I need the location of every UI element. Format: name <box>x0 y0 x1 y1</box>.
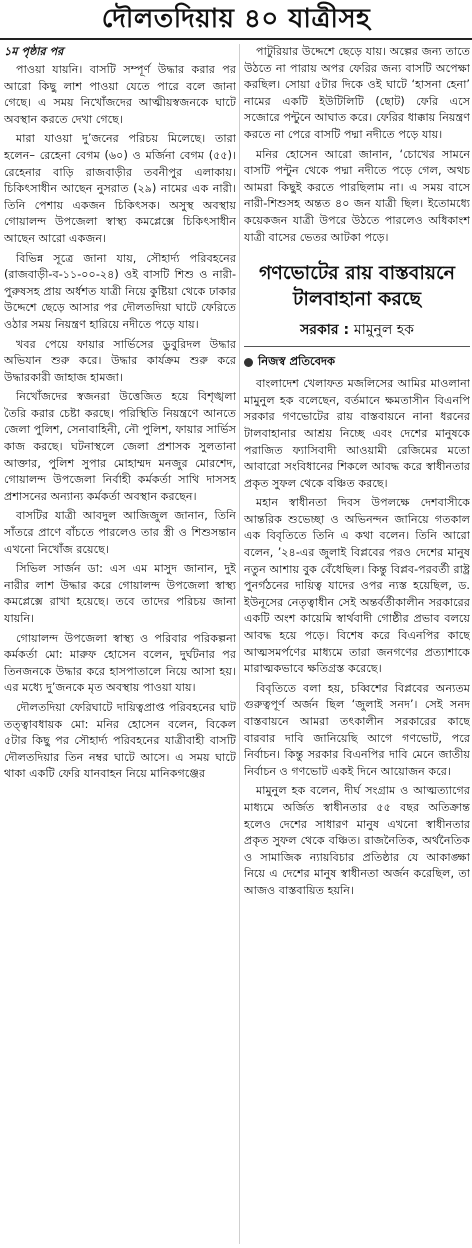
left-column <box>4 44 236 1244</box>
article-paragraph: মামুনুল হক বলেন, দীর্ঘ সংগ্রাম ও আত্মত্যাগের মাধ্যমে অর্জিত স্বাধীনতার ৫৫ বছর অতিক্রান্ত হলেও দেশের সাধারণ মানুষ এখনো স্বাধীনতার প্রকৃত সুফল থেকে বঞ্চিত। রাজনৈতিক, অর্থনৈতিক ও সামাজিক ন্যায়বিচার প্রতিষ্ঠার যে আকাঙ্ক্ষা নিয়ে এ দেশের মানুষ স্বাধীনতা অর্জন করেছিল, তা আজও বাস্তবায়িত হয়নি। <box>244 784 470 897</box>
article-paragraph: খবর পেয়ে ফায়ার সার্ভিসের ডুবুরিদল উদ্ধার অভিযান শুরু করে। উদ্ধার কার্যক্রম শুরু করে উদ্ধারকারী জাহাজ হামজা। <box>4 337 236 384</box>
article-paragraph: গোয়ালন্দ উপজেলা স্বাস্থ্য ও পরিবার পরিকল্পনা কর্মকর্তা মো: মারুফ হোসেন বলেন, দুর্ঘটনার পর তিনজনকে উদ্ধার করে হাসপাতালে নিয়ে আসা হয়। এর মধ্যে দু’জনকে মৃত অবস্থায় পাওয়া যায়। <box>4 631 236 695</box>
article-paragraph: পাওয়া যায়নি। বাসটি সম্পূর্ণ উদ্ধার করার পর আরো কিছু লাশ পাওয়া যেতে পারে বলে জানা গেছে। এ সময় নিখোঁজদের আত্মীয়স্বজনকে ঘাটে অবস্থান করতে দেখা গেছে। <box>4 63 236 126</box>
article-paragraph: বাংলাদেশ খেলাফত মজলিসের আমির মাওলানা মামুনুল হক বলেছেন, বর্তমানে ক্ষমতাসীন বিএনপি সরকার গণভোটের রায় বাস্তবায়নে নানা ধরনের টালবাহানার আশ্রয় নিচ্ছে এবং দেশের মানুষকে পরাজিত ফ্যাসিবাদী আওয়ামী রেজিমের মতো আবারো সংবিধানের শিকলে আবদ্ধ করে স্বাধীনতার প্রকৃত সুফল থেকে বঞ্চিত করছে। <box>244 377 470 490</box>
byline-name: মামুনুল হক <box>353 322 414 339</box>
byline-label: সরকার : <box>300 322 354 339</box>
byline <box>244 318 470 347</box>
bullet-icon <box>244 358 253 367</box>
main-headline: দৌলতদিয়ায় ৪০ যাত্রীসহ <box>0 0 472 40</box>
reporter-line <box>244 353 470 372</box>
article-paragraph: মনির হোসেন আরো জানান, ‘চোখের সামনে বাসটি পন্টুন থেকে পদ্মা নদীতে পড়ে গেল, অথচ আমরা কিছুই করতে পারছিলাম না। এ সময় বাসে নারী-শিশুসহ অন্তত ৪০ জন যাত্রী ছিল। ইতোমধ্যে কয়েকজন যাত্রী উপরে উঠতে পারলেও অধিকাংশ যাত্রী বাসের ভেতর আটকা পড়ে। <box>244 147 470 244</box>
article-paragraph: মহান স্বাধীনতা দিবস উপলক্ষে দেশবাসীকে আন্তরিক শুভেচ্ছা ও অভিনন্দন জানিয়ে গতকাল এক বিবৃতিতে তিনি এ কথা বলেন। তিনি আরো বলেন, ’২৪-এর জুলাই বিপ্লবের পরও দেশের মানুষ নতুন আশায় বুক বেঁধেছিল। কিন্তু বিপ্লব-পরবর্তী রাষ্ট্র পুনর্গঠনের দায়িত্ব যাদের ওপর ন্যস্ত হয়েছিল, ড. ইউনূসের নেতৃত্বাধীন সেই অন্তর্বর্তীকালীন সরকারের একটি অংশ কায়েমি স্বার্থবাদী গোষ্ঠীর প্রভাব বলয়ে আবদ্ধ হয়ে পড়ে। বিশেষ করে বিএনপির কাছে আত্মসমর্পণের মাধ্যমে তারা জনগণের প্রত্যাশাকে মারাত্মকভাবে ক্ষতিগ্রস্ত করেছে। <box>244 496 470 676</box>
article-paragraph: সিভিল সার্জন ডা: এস এম মাসুদ জানান, দুই নারীর লাশ উদ্ধার করে গোয়ালন্দ উপজেলা স্বাস্থ্য কমপ্লেক্সে রাখা হয়েছে। তবে তাদের পরিচয় জানা যায়নি। <box>4 562 236 625</box>
right-column <box>244 44 470 1244</box>
column-divider <box>239 44 240 1244</box>
article-paragraph: পাটুরিয়ার উদ্দেশে ছেড়ে যায়। অল্পের জন্য তাতে উঠতে না পারায় অপর ফেরির জন্য বাসটি অপেক্ষা করছিল। সোয়া ৫টার দিকে ওই ঘাটে ‘হাসনা হেনা’ নামের একটি ইউটিলিটি (ছোট) ফেরি এসে সজোরে পন্টুনে আঘাত করে। ফেরির ধাক্কায় নিয়ন্ত্রণ করতে না পেরে বাসটি পদ্মা নদীতে পড়ে যায়। <box>244 45 470 141</box>
article-paragraph: মারা যাওয়া দু’জনের পরিচয় মিলেছে। তারা হলেন– রেহেনা বেগম (৬০) ও মর্জিনা বেগম (৫৫)। রেহেনার বাড়ি রাজবাড়ীর তবনীপুর এলাকায়। চিকিৎসাধীন আছেন নুসরাত (২৯) নামের এক নারী। তিনি পেশায় একজন চিকিৎসক। অসুস্থ অবস্থায় গোয়ালন্দ উপজেলা স্বাস্থ্য কমপ্লেক্সে চিকিৎসাধীন আছেন আরো একজন। <box>4 132 236 245</box>
article-paragraph: বাসটির যাত্রী আবদুল আজিজুল জানান, তিনি সাঁতরে প্রাণে বাঁচতে পারলেও তার স্ত্রী ও শিশুসন্তান এখনো নিখোঁজ রয়েছে। <box>4 509 236 556</box>
second-headline: গণভোটের রায় বাস্তবায়নে টালবাহানা করছে <box>258 262 456 311</box>
continuation-label: ১ম পৃষ্ঠার পর <box>4 45 64 58</box>
article-paragraph: নিখোঁজদের স্বজনরা উত্তেজিত হয়ে বিশৃঙ্খলা তৈরি করার চেষ্টা করছে। পরিস্থিতি নিয়ন্ত্রণে আনতে জেলা পুলিশ, সেনাবাহিনী, নৌ পুলিশ, ফায়ার সার্ভিস কাজ করছে। ঘটনাস্থলে জেলা প্রশাসক সুলতানা আক্তার, পুলিশ সুপার মোহাম্মদ মনজুর মোরশেদ, গোয়ালন্দ উপজেলা নির্বাহী কর্মকর্তা সাথি দাসসহ প্রশাসনের অন্যান্য কর্মকর্তা অবস্থান করছেন। <box>4 390 236 503</box>
article-paragraph: বিভিন্ন সূত্রে জানা যায়, সৌহার্দ্য পরিবহনের (রাজবাড়ী-ব-১১-০০-২৪) ওই বাসটি শিশু ও নারী-পুরুষসহ প্রায় অর্ধশত যাত্রী নিয়ে কুষ্টিয়া থেকে ঢাকার উদ্দেশে ছেড়ে আসার পর দৌলতদিয়া ঘাটে ফেরিতে ওঠার সময় নিয়ন্ত্রণ হারিয়ে নদীতে পড়ে যায়। <box>4 251 236 331</box>
reporter-name: নিজস্ব প্রতিবেদক <box>258 354 336 369</box>
article-paragraph: দৌলতদিয়া ফেরিঘাটে দায়িত্বপ্রাপ্ত পরিবহনের ঘাট তত্ত্বাবধায়ক মো: মনির হোসেন বলেন, বিকেল ৫টার কিছু পর সৌহার্দ্য পরিবহনের যাত্রীবাহী বাসটি দৌলতদিয়ার তিন নম্বর ঘাটে আসে। এ সময় ঘাটে থাকা একটি ফেরি যানবাহন নিয়ে মানিকগঞ্জের <box>4 700 236 781</box>
article-paragraph: বিবৃতিতে বলা হয়, চব্বিশের বিপ্লবের অন্যতম গুরুত্বপূর্ণ অর্জন ছিল ‘জুলাই সনদ’। সেই সনদ বাস্তবায়নে আমরা তৎকালীন সরকারের কাছে বারবার দাবি জানিয়েছি আগে গণভোট, পরে নির্বাচন। কিন্তু সরকার বিএনপির দাবি মেনে জাতীয় নির্বাচন ও গণভোট একই দিনে আয়োজন করে। <box>244 681 470 778</box>
